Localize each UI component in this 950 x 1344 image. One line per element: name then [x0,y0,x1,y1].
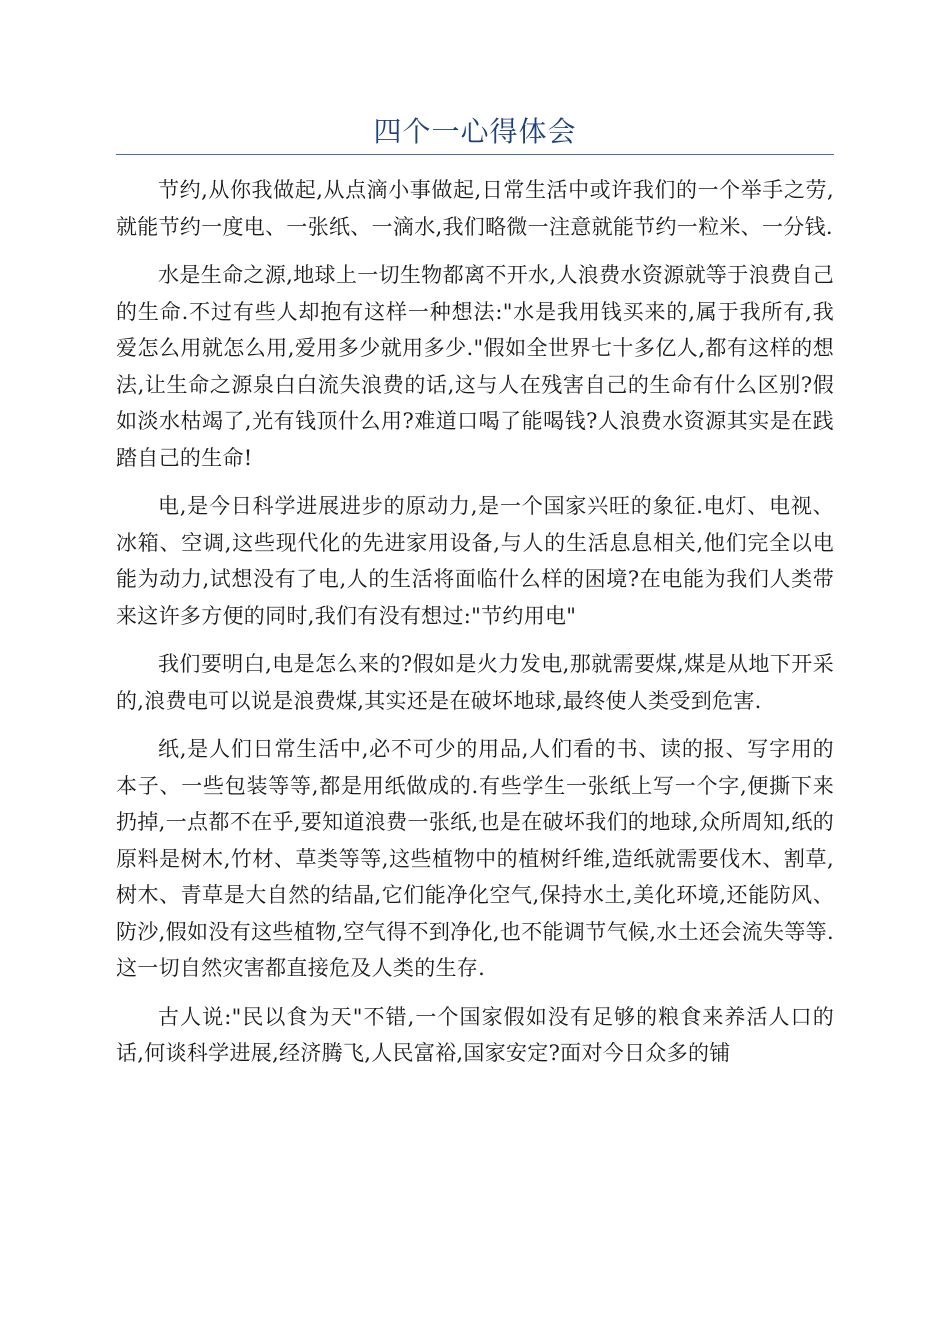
paragraph-2: 水是生命之源,地球上一切生物都离不开水,人浪费水资源就等于浪费自己的生命.不过有些人却抱有这样一种想法:"水是我用钱买来的,属于我所有,我爱怎么用就怎么用,爱用多少就用多少."假如全世界七十多亿人,都有这样的想法,让生命之源泉白白流失浪费的话,这与人在残害自己的生命有什么区别?假如淡水枯竭了,光有钱顶什么用?难道口喝了能喝钱?人浪费水资源其实是在践踏自己的生命! [116,263,834,470]
paragraph-4: 我们要明白,电是怎么来的?假如是火力发电,那就需要煤,煤是从地下开采的,浪费电可以说是浪费煤,其实还是在破坏地球,最终使人类受到危害. [116,652,834,713]
document-body [116,172,834,1084]
document-title: 四个一心得体会 [373,115,577,148]
paragraph-1: 节约,从你我做起,从点滴小事做起,日常生活中或许我们的一个举手之劳,就能节约一度电、一张纸、一滴水,我们略微一注意就能节约一粒米、一分钱. [116,178,834,239]
paragraph-6: 古人说:"民以食为天"不错,一个国家假如没有足够的粮食来养活人口的话,何谈科学进展,经济腾飞,人民富裕,国家安定?面对今日众多的铺 [116,1004,834,1065]
paragraph-3: 电,是今日科学进展进步的原动力,是一个国家兴旺的象征.电灯、电视、冰箱、空调,这些现代化的先进家用设备,与人的生活息息相关,他们完全以电能为动力,试想没有了电,人的生活将面临什么样的困境?在电能为我们人类带来这许多方便的同时,我们有没有想过:"节约用电" [116,494,834,628]
title-underline [116,154,834,155]
paragraph-5: 纸,是人们日常生活中,必不可少的用品,人们看的书、读的报、写字用的本子、一些包装等等,都是用纸做成的.有些学生一张纸上写一个字,便撕下来扔掉,一点都不在乎,要知道浪费一张纸,也是在破坏我们的地球,众所周知,纸的原料是树木,竹材、草类等等,这些植物中的植树纤维,造纸就需要伐木、割草,树木、青草是大自然的结晶,它们能净化空气,保持水土,美化环境,还能防风、防沙,假如没有这些植物,空气得不到净化,也不能调节气候,水土还会流失等等.这一切自然灾害都直接危及人类的生存. [116,737,834,980]
